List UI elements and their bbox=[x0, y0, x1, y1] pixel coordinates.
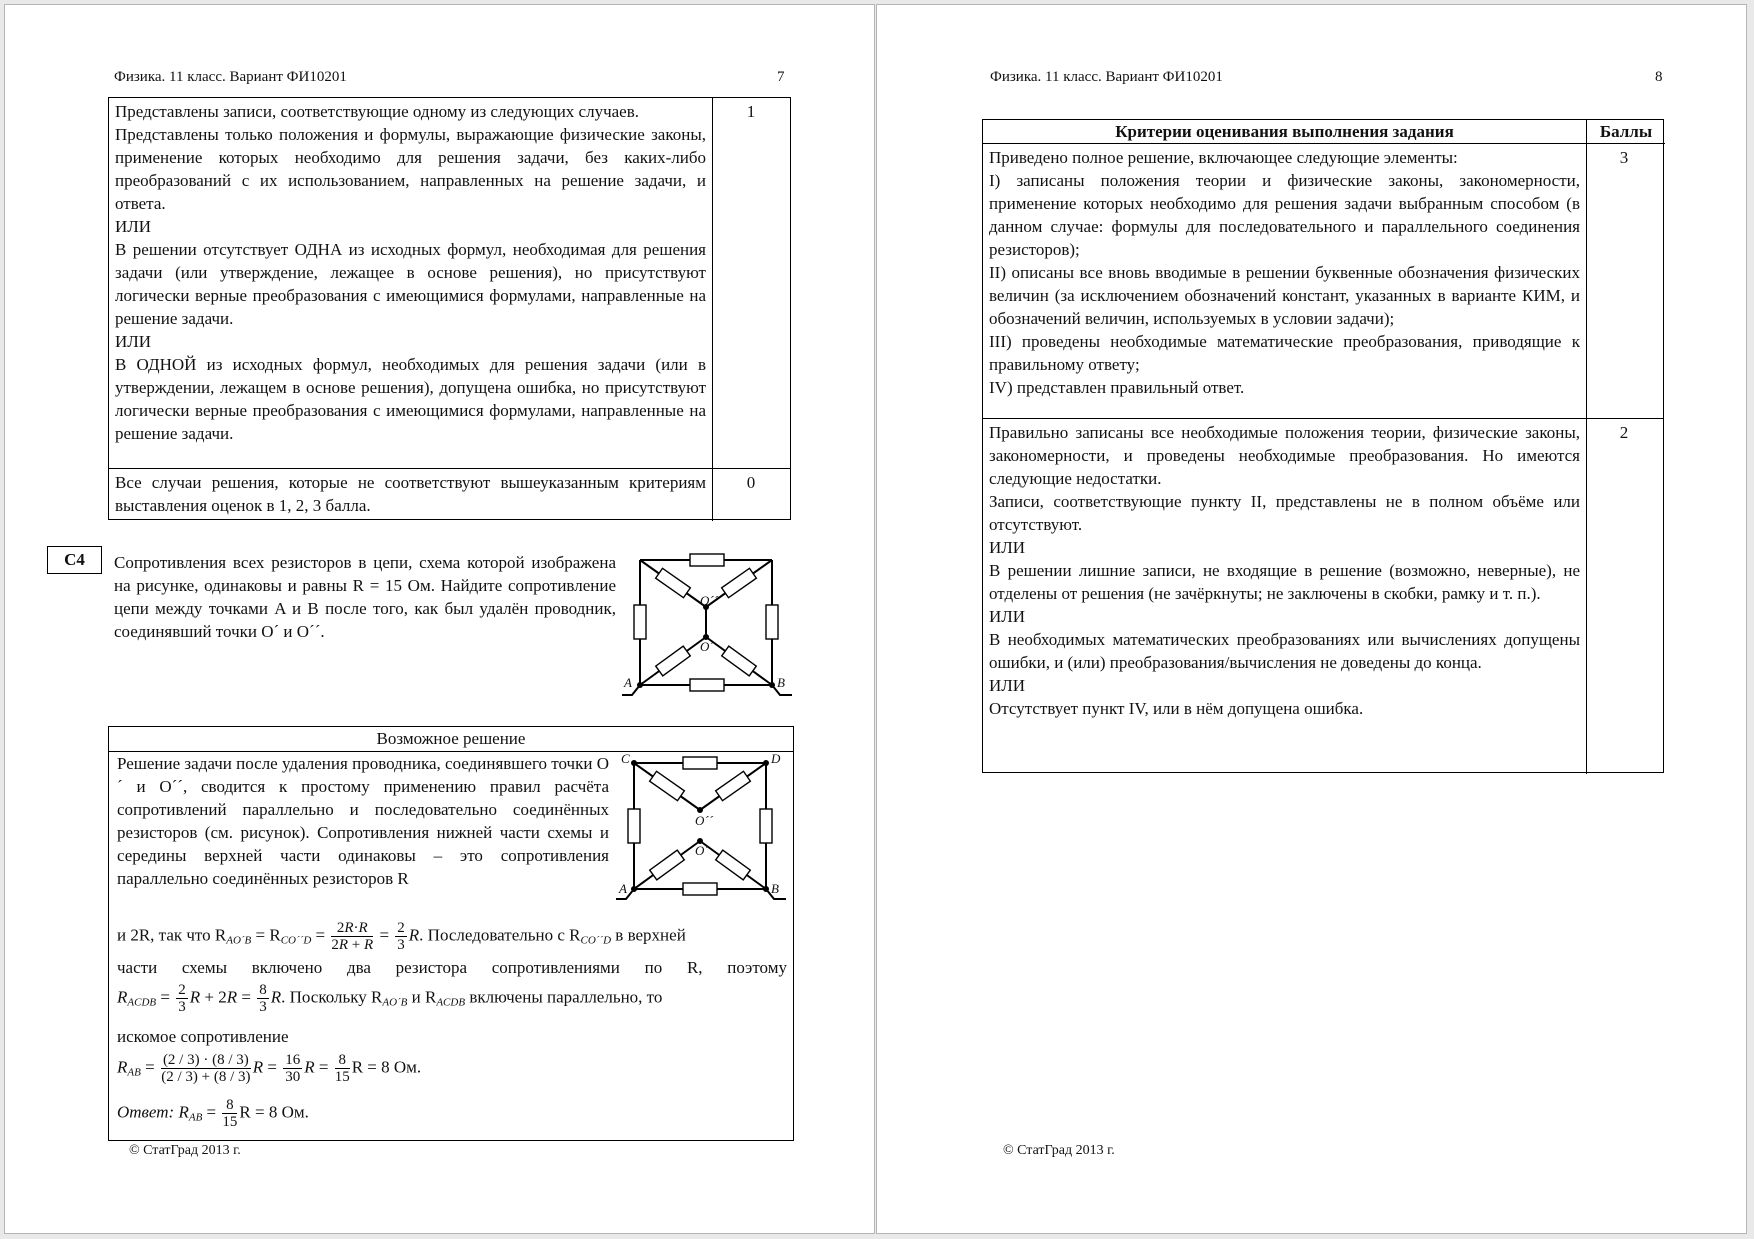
criteria-paragraph bbox=[115, 100, 706, 123]
svg-text:D: D bbox=[771, 753, 781, 766]
page-number: 7 bbox=[777, 69, 785, 85]
criteria-points: 2 bbox=[1619, 423, 1629, 442]
svg-text:C: C bbox=[621, 753, 630, 766]
criteria-points: 3 bbox=[1619, 148, 1629, 167]
criteria-or: ИЛИ bbox=[989, 676, 1026, 695]
solution-node-a bbox=[631, 886, 637, 892]
criteria-points: 1 bbox=[746, 102, 756, 121]
page-header: Физика. 11 класс. Вариант ФИ10201 bbox=[990, 69, 1223, 85]
answer-value: R = 8 Ом. bbox=[239, 1102, 309, 1122]
solution-text: в верхней bbox=[611, 925, 686, 945]
task-text: Сопротивления всех резисторов в цепи, схема которой изображена на рисунке, одинаковы и равны R = 15 Ом. Найдите сопротивление цепи между точками A и B после того, как был удалён проводник, соединявший точки O´ и O´´. bbox=[114, 553, 616, 641]
solution-title: Возможное решение bbox=[109, 727, 793, 752]
solution-line-1: и 2R, так что $R_{AO´B} = R_{CO´´D}$ = $\frac{2R\cdot R}{2R + R}$ = $\frac{2}{3}$ R. Последовательно с $R_{CO´´D}$ в верхней bbox=[117, 920, 686, 953]
page-header: Физика. 11 класс. Вариант ФИ10201 bbox=[114, 69, 347, 85]
criteria-paragraph: Отсутствует пункт IV, или в нём допущена ошибка. bbox=[989, 699, 1364, 718]
solution-result-value: R = 8 Ом. bbox=[351, 1057, 422, 1077]
criteria-paragraph: В решении отсутствует ОДНА из исходных формул, необходимая для решения задачи (или утверждение, лежащее в основе решения), но присутствуют логически верные преобразования с имеющимися формулами, направленные на решение задачи. bbox=[115, 240, 706, 328]
criteria-paragraph: Записи, соответствующие пункту II, представлены не в полном объёме или отсутствуют. bbox=[989, 492, 1580, 534]
right-page bbox=[876, 4, 1747, 1234]
answer-label: Ответ: bbox=[117, 1102, 175, 1122]
copyright: © СтатГрад 2013 г. bbox=[1003, 1143, 1115, 1158]
svg-text:A: A bbox=[619, 881, 627, 896]
solution-line-3: $R_{ACDB}$ = $\frac{2}{3}$ R + 2R = $\frac{8}{3}$ R. Поскольку $R_{AO´B}$ и $R_{ACDB}$ включены параллельно, то bbox=[117, 982, 663, 1015]
node-a bbox=[637, 682, 643, 688]
criteria-paragraph: Правильно записаны все необходимые положения теории, физические законы, закономерности, и проведены необходимые преобразования. Но имеются следующие недостатки. bbox=[989, 423, 1580, 488]
criteria-paragraph: I) записаны положения теории и физические законы, закономерности, применение которых необходимо для решения задачи выбранным способом (в данном случае: формулы для последовательного и параллельного соединения резисторов); bbox=[989, 171, 1580, 259]
criteria-table-right bbox=[982, 119, 1664, 773]
solution-result: $R_{AB}$ = $\frac{(2 / 3) \cdot (8 / 3)}{(2 / 3) + (8 / 3)}$ R = $\frac{16}{30}$ R = $\frac{8}{15}$ R = 8 Ом. bbox=[117, 1052, 422, 1085]
solution-text: . Последовательно с R bbox=[419, 925, 581, 945]
criteria-cell-1 bbox=[109, 98, 713, 474]
svg-text:O´: O´ bbox=[695, 843, 709, 858]
criteria-cell-3 bbox=[983, 144, 1587, 418]
criteria-cell-2-right bbox=[983, 419, 1587, 774]
criteria-points: 0 bbox=[746, 473, 756, 492]
criteria-or: ИЛИ bbox=[115, 332, 152, 351]
svg-text:A: A bbox=[624, 675, 632, 690]
criteria-paragraph: III) проведены необходимые математические преобразования, приводящие к правильному ответу; bbox=[989, 332, 1580, 374]
solution-text: . Поскольку R bbox=[281, 987, 383, 1007]
criteria-paragraph: Приведено полное решение, включающее следующие элементы: bbox=[989, 148, 1458, 167]
svg-text:B: B bbox=[771, 881, 779, 896]
node-b bbox=[769, 682, 775, 688]
page-number: 8 bbox=[1655, 69, 1663, 85]
table-header-points: Баллы bbox=[1587, 120, 1665, 144]
circuit-diagram bbox=[620, 545, 795, 700]
task-label: C4 bbox=[47, 546, 102, 574]
table-header-criteria: Критерии оценивания выполнения задания bbox=[983, 120, 1587, 144]
criteria-paragraph: В решении лишние записи, не входящие в решение (возможно, неверные), не отделены от решения (не зачёркнуты; не заключены в скобки, рамку и т. п.). bbox=[989, 561, 1580, 603]
criteria-cell-2 bbox=[109, 469, 713, 521]
criteria-or: ИЛИ bbox=[115, 217, 152, 236]
criteria-paragraph: IV) представлен правильный ответ. bbox=[989, 378, 1245, 397]
criteria-paragraph: В необходимых математических преобразованиях или вычислениях допущены ошибки, и (или) преобразования/вычисления не доведены до конца. bbox=[989, 630, 1580, 672]
left-page bbox=[4, 4, 875, 1234]
solution-intro: Решение задачи после удаления проводника, соединявшего точки O´ и O´´, сводится к простому применению правил расчёта сопротивлений параллельно и последовательно соединённых резисторов (см. рисунок). Сопротивления нижней части схемы и середины верхней части одинаковы – это сопротивления параллельно соединённых резисторов R bbox=[117, 754, 609, 888]
solution-answer: Ответ: $R_{AB}$ = $\frac{8}{15}$ R = 8 Ом. bbox=[117, 1097, 309, 1130]
solution-text: и 2R, так что R bbox=[117, 925, 227, 945]
copyright: © СтатГрад 2013 г. bbox=[129, 1143, 241, 1158]
criteria-paragraph: Все случаи решения, которые не соответствуют вышеуказанным критериям выставления оценок в 1, 2, 3 балла. bbox=[115, 473, 706, 515]
criteria-text: Представлены записи, соответствующие одному из следующих случаев. bbox=[115, 102, 640, 121]
criteria-paragraph: Представлены только положения и формулы, выражающие физические законы, применение которых необходимо для решения задачи, без каких-либо преобразований с их использованием, направленных на решение задачи, и ответа. bbox=[115, 125, 706, 213]
criteria-or: ИЛИ bbox=[989, 538, 1026, 557]
criteria-paragraph: II) описаны все вновь вводимые в решении буквенные обозначения физических величин (за исключением обозначений констант, указанных в варианте КИМ, и обозначений величин, используемых в условии задачи); bbox=[989, 263, 1580, 328]
svg-text:B: B bbox=[777, 675, 785, 690]
solution-circuit-diagram bbox=[609, 753, 789, 903]
svg-text:O´: O´ bbox=[700, 639, 714, 654]
solution-node-d bbox=[763, 760, 769, 766]
solution-text: включены параллельно, то bbox=[465, 987, 663, 1007]
criteria-table bbox=[108, 97, 791, 520]
solution-box bbox=[108, 726, 794, 1141]
svg-text:O´´: O´´ bbox=[695, 813, 714, 828]
solution-node-c bbox=[631, 760, 637, 766]
solution-line-4: искомое сопротивление bbox=[117, 1027, 289, 1046]
criteria-paragraph: В ОДНОЙ из исходных формул, необходимых для решения задачи (или в утверждении, лежащем в основе решения), допущена ошибка, но присутствуют логически верные преобразования с имеющимися формулами, направленные на решение задачи. bbox=[115, 355, 706, 443]
criteria-or: ИЛИ bbox=[989, 607, 1026, 626]
svg-text:O´´: O´´ bbox=[700, 593, 719, 608]
solution-line-2: части схемы включено два резистора сопротивлениями по R, поэтому bbox=[117, 958, 787, 977]
solution-node-b bbox=[763, 886, 769, 892]
